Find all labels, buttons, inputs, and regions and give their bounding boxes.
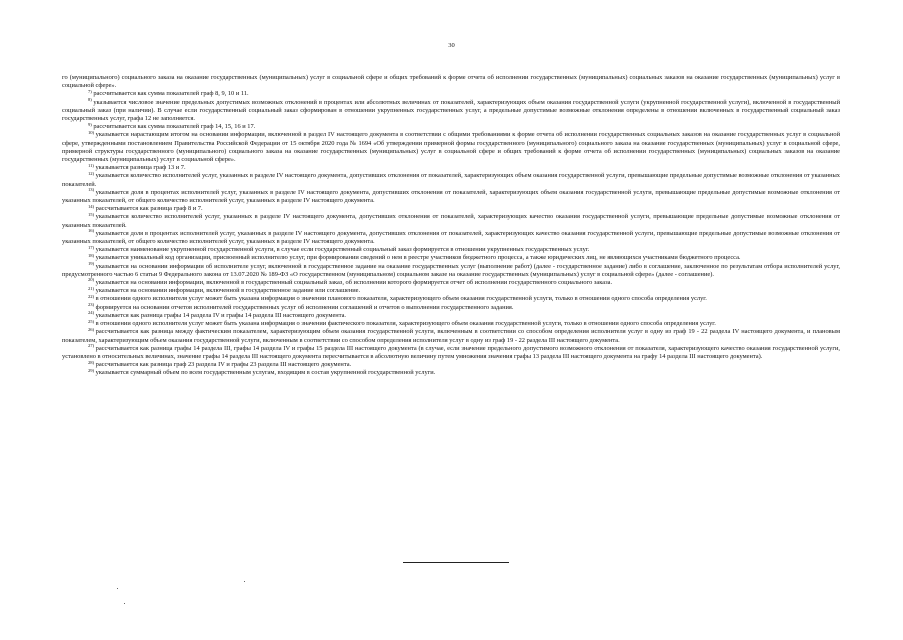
footnote-text: указывается доля в процентах исполнителей услуг, указанных в разделе IV настоящего документа, допустивших отклонения от показателей, характеризующих качество оказания государственной услуги, превышающие предельные допустимые возможные отклонения от указанных показателей, от общего количество исполнителей услуг, указанных в разделе IV настоящего документа. — [62, 229, 840, 246]
footnote-marker: 28) — [88, 359, 95, 365]
footnote-marker: 18) — [88, 252, 95, 258]
footnote-marker: 21) — [88, 285, 95, 291]
footnote-text: указывается нарастающим итогом на основании информации, включенной в раздел IV настоящего документа в соответствии с общими требованиями к форме отчета об исполнении государственных социальных заказов на оказание государственных услуг в социальной сфере, утвержденными постановлением Правительства Российской Федерации от 15 октября 2020 года № 1694 «Об утверждении примерной формы государственного (муниципального) социального заказа на оказание государственных (муниципальных) услуг в социальной сфере, примерной структуры государственного (муниципального) социального заказа на оказание государственных (муниципальных) услуг в социальной сфере и общих требований к форме отчета об исполнении государственных (муниципальных) социальных заказов на оказание государственных (муниципальных) услуг в социальной сфере». — [62, 131, 840, 164]
document-body — [62, 74, 840, 378]
footnote-paragraph — [62, 254, 840, 262]
footnote-paragraph — [62, 90, 840, 98]
footnote-text: указывается количество исполнителей услуг, указанных в разделе IV настоящего документа, допустивших отклонения от показателей, характеризующих качество оказания государственной услуги, превышающие предельные допустимые возможные отклонения от указанных показателей. — [62, 213, 840, 229]
footnote-paragraph — [62, 99, 840, 124]
footnote-text: го (муниципального) социального заказа на оказание государственных (муниципальных) услуг в социальной сфере и общих требований к форме отчета об исполнении государственных (муниципальных) социальных заказов на оказание государственных (муниципальных) услуг в социальной сфере». — [62, 74, 840, 90]
footnote-paragraph — [62, 263, 840, 279]
continuation-paragraph — [62, 74, 840, 90]
footnote-text: указывается на основании информации, включенной в государственный социальный заказ, об исполнении которого формируется отчет об исполнении государственного социального заказа. — [95, 279, 613, 287]
footnote-paragraph — [62, 345, 840, 361]
scan-speck — [244, 581, 245, 582]
footnote-marker: 7) — [88, 88, 92, 94]
scan-speck — [124, 603, 125, 604]
footnote-marker: 24) — [88, 310, 95, 316]
footnote-marker: 12) — [88, 170, 95, 176]
footnote-paragraph — [62, 189, 840, 205]
footnote-marker: 25) — [88, 318, 95, 324]
footnote-text: указывается доля в процентах исполнителей услуг, указанных в разделе IV настоящего документа, допустивших отклонения от показателей, характеризующих объем оказания государственной услуги, превышающие предельные допустимые возможные отклонения от указанных показателей, от общего количество исполнителей услуг, указанных в разделе IV настоящего документа. — [62, 188, 840, 205]
footnote-paragraph — [62, 131, 840, 164]
footnote-marker: 9) — [88, 121, 92, 127]
footnote-paragraph — [62, 172, 840, 188]
footnote-marker: 10) — [88, 129, 95, 135]
footnote-marker: 15) — [88, 211, 95, 217]
footnote-marker: 20) — [88, 277, 95, 283]
footnote-paragraph — [62, 328, 840, 344]
footnote-marker: 29) — [88, 367, 95, 373]
footnote-marker: 8) — [88, 97, 92, 103]
footnote-marker: 23) — [88, 302, 95, 308]
footnote-marker: 14) — [88, 203, 95, 209]
footnote-text: указывается наименование укрупненной государственной услуги, в случае если государственный социальный заказ формируется в отношении укрупненных государственных услуг. — [95, 246, 590, 254]
footnote-marker: 16) — [88, 228, 95, 234]
footnote-text: в отношении одного исполнителя услуг может быть указана информация о значении фактического показателя, характеризующего объем оказания государственной услуги, только в отношении одного способа определения услуг. — [95, 320, 716, 328]
footnote-text: рассчитывается как разница между фактическим показателем, характеризующим объем оказания государственной услуги, включенным в соответствии со способом определения исполнителя услуг в одну из граф 19 - 22 раздела IV настоящего документа, и плановым показателем, характеризующим объем оказания государственной услуги, включенным в соответствии со способом определения исполнителя услуг в одну из граф 19 - 22 раздела III настоящего документа. — [62, 328, 840, 344]
footnote-paragraph — [62, 213, 840, 229]
footnote-marker: 26) — [88, 326, 95, 332]
footnote-text: указывается числовое значение предельных допустимых возможных отклонений в процентах или абсолютных величинах от показателей, характеризующих объем оказания государственной услуги (укрупненной государственной услуги), включенной в государственный социальный заказ (при наличии). В случае если государственный социальный заказ сформирован в отношении укрупненных государственных услуг, а предельные допустимые возможные отклонения определены в отношении включенных в государственный социальный заказ государственных услуг, графа 12 не заполняется. — [62, 98, 840, 123]
footnote-text: указывается разница граф 13 и 7. — [95, 164, 186, 172]
footnote-marker: 17) — [88, 244, 95, 250]
footnote-text: указывается количество исполнителей услуг, указанных в разделе IV настоящего документа, допустивших отклонения от показателей, характеризующих объем оказания государственной услуги, превышающие предельные допустимые возможные отклонения от указанных показателей. — [62, 172, 840, 188]
footnote-marker: 19) — [88, 261, 95, 267]
footnote-paragraph — [62, 369, 840, 377]
footnote-text: указывается суммарный объем по всем государственным услугам, входящим в состав укрупненной государственной услуги. — [95, 369, 436, 377]
scan-speck — [117, 588, 118, 589]
footnote-text: рассчитывается как разница графы 14 раздела III, графы 14 раздела IV и графы 15 раздела III настоящего документа (в случае, если значение предельного допустимого возможного отклонения от показателя, характеризующего качество оказания государственной услуги, установлено в относительных величинах, значение графы 14 раздела III настоящего документа пересчитывается в абсолютную величину путем умножения значения графы 13 раздела III настоящего документа на графу 14 раздела III настоящего документа). — [62, 344, 840, 360]
footnote-text: рассчитывается как разница граф 8 и 7. — [95, 205, 203, 213]
footnote-paragraph — [62, 295, 840, 303]
footnote-text: формируется на основании отчетов исполнителей государственных услуг об исполнении соглашений и отчетов о выполнении государственного задания. — [95, 303, 514, 311]
footnote-marker: 11) — [88, 162, 94, 168]
footnote-text: указывается как разница графы 14 раздела IV и графы 14 раздела III настоящего документа. — [95, 311, 347, 319]
footnote-text: рассчитывается как сумма показателей граф 8, 9, 10 и 11. — [93, 90, 249, 98]
footnote-marker: 13) — [88, 187, 95, 193]
footnote-text: указывается на основании информации, включенной в государственное задание или соглашение. — [95, 287, 361, 295]
page-number: 30 — [448, 42, 455, 49]
footnote-paragraph — [62, 312, 840, 320]
footnote-paragraph — [62, 230, 840, 246]
footnote-paragraph — [62, 304, 840, 312]
footnote-marker: 22) — [88, 293, 95, 299]
footer-divider — [403, 562, 509, 563]
footnote-text: указывается на основании информации об исполнителе услуг, включенной в государственное задание на оказание государственных услуг (выполнение работ) (далее - государственное задание) либо в соглашение, заключенное по результатам отбора исполнителей услуг, предусмотренного частью 6 статьи 9 Федерального закона от 13.07.2020 № 189-ФЗ «О государственном (муниципальном) социальном заказе на оказание государственных (муниципальных) услуг в социальной сфере» (далее - соглашение). — [62, 262, 840, 278]
footnote-text: рассчитывается как сумма показателей граф 14, 15, 16 и 17. — [93, 123, 256, 131]
footnote-text: в отношении одного исполнителя услуг может быть указана информация о значении планового показателя, характеризующего объем оказания государственной услуги, только в отношении одного способа определения услуг. — [95, 295, 707, 303]
footnote-marker: 27) — [88, 343, 95, 349]
footnote-text: указывается уникальный код организации, присвоенный исполнителю услуг, при формировании сведений о нем в реестре участников бюджетного процесса, а также юридических лиц, не являющихся участниками бюджетного процесса. — [95, 254, 741, 262]
footnote-text: рассчитывается как разница граф 23 раздела IV и графы 23 раздела III настоящего документа. — [95, 361, 352, 369]
